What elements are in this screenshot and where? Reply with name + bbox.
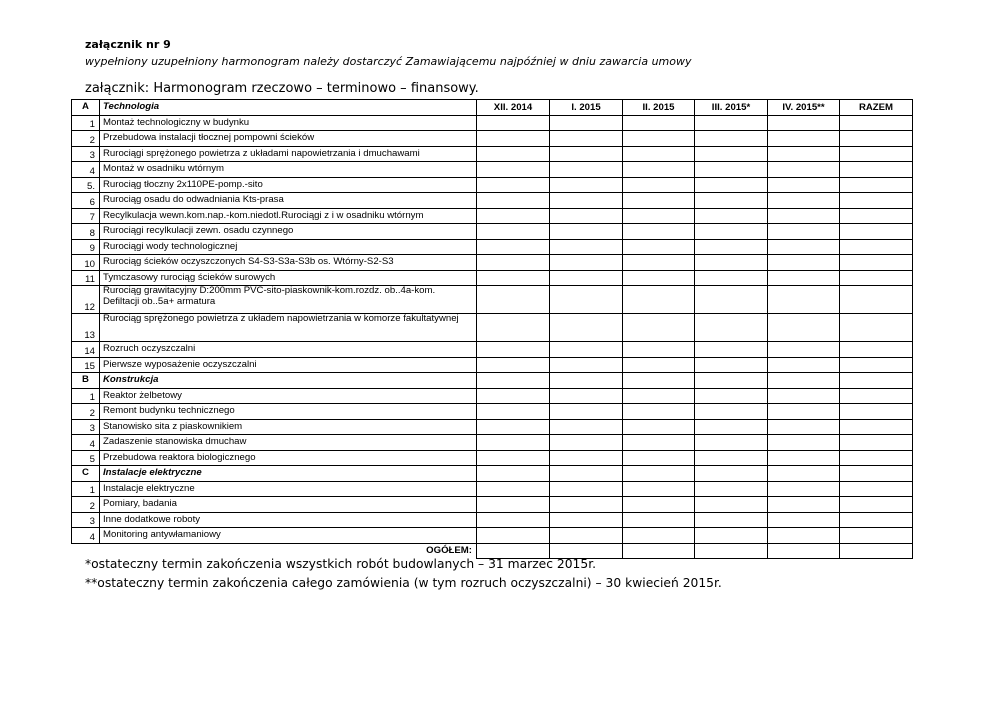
attachment-number: załącznik nr 9 (85, 38, 171, 51)
value-cell[interactable] (840, 342, 913, 358)
item-number: 11 (72, 270, 100, 286)
schedule-table (71, 99, 913, 559)
item-description: Rurociąg osadu do odwadniania Kts-prasa (100, 193, 477, 209)
column-header: XII. 2014 (477, 100, 550, 116)
value-cell[interactable] (840, 239, 913, 255)
value-cell[interactable] (768, 177, 840, 193)
total-cell[interactable] (623, 543, 695, 559)
table-row (72, 388, 913, 404)
value-cell[interactable] (695, 314, 768, 342)
item-description: Rurociąg tłoczny 2x110PE-pomp.-sito (100, 177, 477, 193)
value-cell[interactable] (623, 115, 695, 131)
value-cell[interactable] (623, 481, 695, 497)
value-cell[interactable] (623, 270, 695, 286)
section-letter: C (72, 466, 100, 482)
item-description: Zadaszenie stanowiska dmuchaw (100, 435, 477, 451)
item-number: 3 (72, 146, 100, 162)
value-cell[interactable] (623, 528, 695, 544)
item-number: 4 (72, 528, 100, 544)
footnote-1: *ostateczny termin zakończenia wszystkich robót budowlanych – 31 marzec 2015r. (85, 557, 597, 571)
value-cell[interactable] (695, 466, 768, 482)
value-cell[interactable] (623, 286, 695, 314)
table-row (72, 193, 913, 209)
item-number: 4 (72, 162, 100, 178)
value-cell[interactable] (550, 497, 623, 513)
section-title: Instalacje elektryczne (100, 466, 477, 482)
value-cell[interactable] (840, 404, 913, 420)
value-cell[interactable] (477, 373, 550, 389)
item-description: Tymczasowy rurociąg ścieków surowych (100, 270, 477, 286)
value-cell[interactable] (695, 193, 768, 209)
value-cell[interactable] (477, 193, 550, 209)
value-cell[interactable] (768, 528, 840, 544)
value-cell[interactable] (768, 357, 840, 373)
item-description: Rurociągi sprężonego powietrza z układami napowietrzania i dmuchawami (100, 146, 477, 162)
item-number: 4 (72, 435, 100, 451)
value-cell[interactable] (623, 342, 695, 358)
item-number: 3 (72, 512, 100, 528)
item-description: Rurociąg sprężonego powietrza z układem napowietrzania w komorze fakultatywnej (100, 314, 477, 342)
item-description: Przebudowa instalacji tłocznej pompowni ścieków (100, 131, 477, 147)
value-cell[interactable] (623, 357, 695, 373)
value-cell[interactable] (840, 255, 913, 271)
value-cell[interactable] (477, 314, 550, 342)
item-number: 2 (72, 497, 100, 513)
table-row (72, 146, 913, 162)
value-cell[interactable] (550, 512, 623, 528)
value-cell[interactable] (550, 270, 623, 286)
value-cell[interactable] (840, 146, 913, 162)
total-label: OGÓŁEM: (426, 545, 472, 556)
value-cell[interactable] (623, 255, 695, 271)
value-cell[interactable] (623, 131, 695, 147)
value-cell[interactable] (768, 466, 840, 482)
value-cell[interactable] (623, 162, 695, 178)
item-description: Instalacje elektryczne (100, 481, 477, 497)
value-cell[interactable] (840, 466, 913, 482)
value-cell[interactable] (768, 373, 840, 389)
item-number: 9 (72, 239, 100, 255)
value-cell[interactable] (840, 512, 913, 528)
value-cell[interactable] (840, 419, 913, 435)
footnote-2: **ostateczny termin zakończenia całego zamówienia (w tym rozruch oczyszczalni) – 30 kwiecień 2015r. (85, 576, 722, 590)
value-cell[interactable] (550, 528, 623, 544)
value-cell[interactable] (840, 528, 913, 544)
value-cell[interactable] (623, 208, 695, 224)
value-cell[interactable] (840, 193, 913, 209)
value-cell[interactable] (768, 255, 840, 271)
value-cell[interactable] (623, 404, 695, 420)
item-description: Pierwsze wyposażenie oczyszczalni (100, 357, 477, 373)
value-cell[interactable] (477, 419, 550, 435)
column-header: II. 2015 (623, 100, 695, 116)
item-number: 1 (72, 115, 100, 131)
item-description: Remont budynku technicznego (100, 404, 477, 420)
value-cell[interactable] (477, 239, 550, 255)
value-cell[interactable] (768, 286, 840, 314)
value-cell[interactable] (768, 404, 840, 420)
column-header: IV. 2015** (768, 100, 840, 116)
value-cell[interactable] (840, 357, 913, 373)
table-row (72, 342, 913, 358)
item-description: Reaktor żelbetowy (100, 388, 477, 404)
section-letter: B (72, 373, 100, 389)
table-row (72, 162, 913, 178)
item-description: Stanowisko sita z piaskownikiem (100, 419, 477, 435)
total-cell[interactable] (768, 543, 840, 559)
item-description: Inne dodatkowe roboty (100, 512, 477, 528)
section-header-row (72, 373, 913, 389)
value-cell[interactable] (477, 528, 550, 544)
value-cell[interactable] (550, 208, 623, 224)
value-cell[interactable] (768, 193, 840, 209)
table-row (72, 357, 913, 373)
item-description: Rozruch oczyszczalni (100, 342, 477, 358)
value-cell[interactable] (768, 435, 840, 451)
value-cell[interactable] (768, 115, 840, 131)
item-number: 7 (72, 208, 100, 224)
item-number: 6 (72, 193, 100, 209)
value-cell[interactable] (768, 342, 840, 358)
value-cell[interactable] (695, 131, 768, 147)
value-cell[interactable] (550, 224, 623, 240)
value-cell[interactable] (840, 115, 913, 131)
value-cell[interactable] (695, 270, 768, 286)
item-number: 13 (72, 314, 100, 342)
value-cell[interactable] (477, 131, 550, 147)
value-cell[interactable] (623, 146, 695, 162)
value-cell[interactable] (623, 224, 695, 240)
item-description: Montaż technologiczny w budynku (100, 115, 477, 131)
value-cell[interactable] (695, 224, 768, 240)
value-cell[interactable] (695, 512, 768, 528)
table-row (72, 177, 913, 193)
value-cell[interactable] (768, 162, 840, 178)
table-row (72, 404, 913, 420)
table-row (72, 512, 913, 528)
value-cell[interactable] (550, 342, 623, 358)
table-title: załącznik: Harmonogram rzeczowo – terminowo – finansowy. (85, 81, 479, 96)
column-header: I. 2015 (550, 100, 623, 116)
value-cell[interactable] (477, 286, 550, 314)
value-cell[interactable] (477, 481, 550, 497)
value-cell[interactable] (550, 481, 623, 497)
value-cell[interactable] (477, 162, 550, 178)
item-number: 8 (72, 224, 100, 240)
value-cell[interactable] (695, 528, 768, 544)
table-row (72, 208, 913, 224)
table-row (72, 286, 913, 314)
value-cell[interactable] (695, 450, 768, 466)
column-header: III. 2015* (695, 100, 768, 116)
value-cell[interactable] (695, 481, 768, 497)
value-cell[interactable] (695, 255, 768, 271)
value-cell[interactable] (623, 314, 695, 342)
item-number: 10 (72, 255, 100, 271)
item-number: 14 (72, 342, 100, 358)
value-cell[interactable] (550, 435, 623, 451)
value-cell[interactable] (623, 419, 695, 435)
value-cell[interactable] (695, 342, 768, 358)
value-cell[interactable] (768, 224, 840, 240)
table-row (72, 239, 913, 255)
item-number: 2 (72, 404, 100, 420)
table-row (72, 314, 913, 342)
table-row (72, 270, 913, 286)
value-cell[interactable] (623, 512, 695, 528)
value-cell[interactable] (550, 146, 623, 162)
value-cell[interactable] (623, 497, 695, 513)
value-cell[interactable] (550, 286, 623, 314)
value-cell[interactable] (695, 115, 768, 131)
value-cell[interactable] (840, 224, 913, 240)
total-cell[interactable] (840, 543, 913, 559)
value-cell[interactable] (623, 177, 695, 193)
table-row (72, 528, 913, 544)
value-cell[interactable] (550, 115, 623, 131)
value-cell[interactable] (768, 388, 840, 404)
item-description: Rurociągi wody technologicznej (100, 239, 477, 255)
value-cell[interactable] (477, 115, 550, 131)
value-cell[interactable] (840, 162, 913, 178)
item-number: 1 (72, 388, 100, 404)
value-cell[interactable] (768, 497, 840, 513)
value-cell[interactable] (695, 146, 768, 162)
item-description: Monitoring antywłamaniowy (100, 528, 477, 544)
item-description: Rurociąg grawitacyjny D:200mm PVC-sito-piaskownik-kom.rozdz. ob..4a-kom. Defiltacji ob..5a+ armatura (100, 286, 477, 314)
value-cell[interactable] (477, 357, 550, 373)
value-cell[interactable] (550, 131, 623, 147)
value-cell[interactable] (477, 435, 550, 451)
value-cell[interactable] (550, 193, 623, 209)
value-cell[interactable] (768, 208, 840, 224)
table-row (72, 255, 913, 271)
value-cell[interactable] (623, 193, 695, 209)
value-cell[interactable] (550, 466, 623, 482)
value-cell[interactable] (695, 239, 768, 255)
total-cell[interactable] (695, 543, 768, 559)
value-cell[interactable] (550, 373, 623, 389)
value-cell[interactable] (768, 314, 840, 342)
item-number: 2 (72, 131, 100, 147)
value-cell[interactable] (550, 177, 623, 193)
value-cell[interactable] (623, 373, 695, 389)
table-row (72, 224, 913, 240)
item-number: 1 (72, 481, 100, 497)
value-cell[interactable] (768, 512, 840, 528)
value-cell[interactable] (840, 208, 913, 224)
value-cell[interactable] (477, 512, 550, 528)
table-row (72, 497, 913, 513)
value-cell[interactable] (623, 466, 695, 482)
item-description: Recylkulacja wewn.kom.nap.-kom.niedotl.Rurociągi z i w osadniku wtórnym (100, 208, 477, 224)
value-cell[interactable] (477, 342, 550, 358)
item-number: 15 (72, 357, 100, 373)
section-header-row (72, 466, 913, 482)
value-cell[interactable] (768, 131, 840, 147)
table-row (72, 481, 913, 497)
table-row (72, 450, 913, 466)
value-cell[interactable] (477, 388, 550, 404)
value-cell[interactable] (840, 481, 913, 497)
value-cell[interactable] (695, 373, 768, 389)
value-cell[interactable] (477, 270, 550, 286)
section-title: Technologia (100, 100, 477, 116)
value-cell[interactable] (768, 270, 840, 286)
value-cell[interactable] (477, 404, 550, 420)
value-cell[interactable] (840, 314, 913, 342)
value-cell[interactable] (695, 497, 768, 513)
value-cell[interactable] (695, 177, 768, 193)
value-cell[interactable] (477, 146, 550, 162)
value-cell[interactable] (840, 286, 913, 314)
value-cell[interactable] (477, 497, 550, 513)
value-cell[interactable] (840, 450, 913, 466)
value-cell[interactable] (768, 419, 840, 435)
value-cell[interactable] (768, 450, 840, 466)
value-cell[interactable] (768, 239, 840, 255)
item-number: 5. (72, 177, 100, 193)
item-number: 12 (72, 286, 100, 314)
item-description: Montaż w osadniku wtórnym (100, 162, 477, 178)
value-cell[interactable] (840, 131, 913, 147)
value-cell[interactable] (768, 481, 840, 497)
instruction-note: wypełniony uzupełniony harmonogram należy dostarczyć Zamawiającemu najpóźniej w dniu zawarcia umowy (85, 55, 692, 68)
value-cell[interactable] (695, 419, 768, 435)
value-cell[interactable] (695, 388, 768, 404)
column-header: RAZEM (840, 100, 913, 116)
value-cell[interactable] (550, 419, 623, 435)
value-cell[interactable] (840, 177, 913, 193)
value-cell[interactable] (623, 388, 695, 404)
value-cell[interactable] (550, 314, 623, 342)
value-cell[interactable] (840, 497, 913, 513)
value-cell[interactable] (840, 388, 913, 404)
item-description: Pomiary, badania (100, 497, 477, 513)
value-cell[interactable] (477, 224, 550, 240)
value-cell[interactable] (550, 357, 623, 373)
value-cell[interactable] (623, 450, 695, 466)
item-number: 5 (72, 450, 100, 466)
table-row (72, 419, 913, 435)
value-cell[interactable] (840, 270, 913, 286)
value-cell[interactable] (695, 435, 768, 451)
value-cell[interactable] (477, 208, 550, 224)
section-letter: A (72, 100, 100, 116)
value-cell[interactable] (550, 255, 623, 271)
value-cell[interactable] (623, 239, 695, 255)
value-cell[interactable] (695, 404, 768, 420)
section-title: Konstrukcja (100, 373, 477, 389)
value-cell[interactable] (477, 177, 550, 193)
table-row (72, 115, 913, 131)
value-cell[interactable] (623, 435, 695, 451)
value-cell[interactable] (550, 404, 623, 420)
value-cell[interactable] (768, 146, 840, 162)
value-cell[interactable] (840, 373, 913, 389)
value-cell[interactable] (477, 466, 550, 482)
value-cell[interactable] (477, 255, 550, 271)
item-description: Rurociągi recylkulacji zewn. osadu czynnego (100, 224, 477, 240)
table-row (72, 435, 913, 451)
value-cell[interactable] (477, 450, 550, 466)
value-cell[interactable] (695, 357, 768, 373)
value-cell[interactable] (550, 388, 623, 404)
value-cell[interactable] (550, 239, 623, 255)
table-row (72, 131, 913, 147)
value-cell[interactable] (695, 286, 768, 314)
item-number: 3 (72, 419, 100, 435)
item-description: Przebudowa reaktora biologicznego (100, 450, 477, 466)
value-cell[interactable] (695, 208, 768, 224)
value-cell[interactable] (695, 162, 768, 178)
value-cell[interactable] (550, 162, 623, 178)
value-cell[interactable] (550, 450, 623, 466)
item-description: Rurociąg ścieków oczyszczonych S4-S3-S3a-S3b os. Wtórny-S2-S3 (100, 255, 477, 271)
value-cell[interactable] (840, 435, 913, 451)
section-header-row (72, 100, 913, 116)
